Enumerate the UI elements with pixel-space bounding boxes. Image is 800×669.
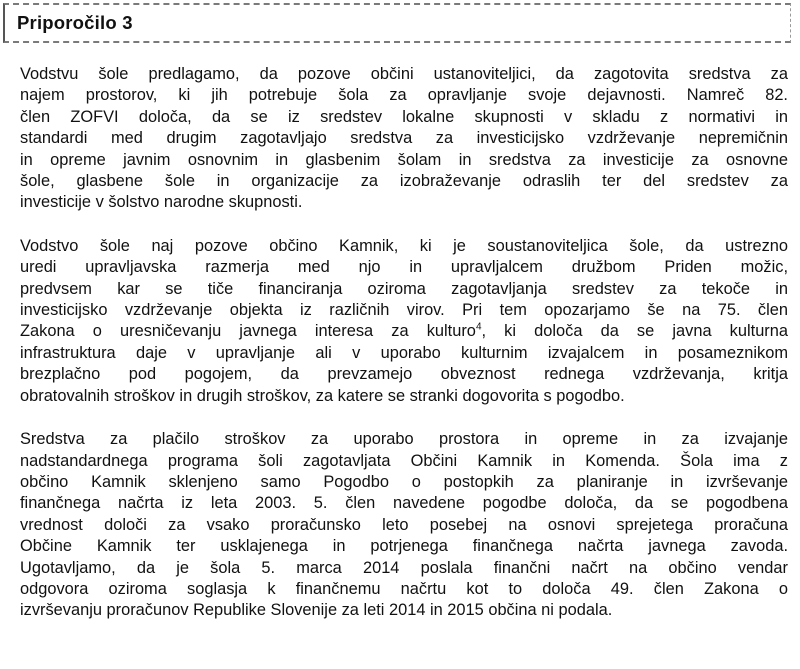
paragraph-2-line-5	[20, 321, 788, 342]
paragraph-1-line-2: najem prostorov, ki jih potrebuje šola za opravljanje svoje dejavnosti. Namreč 82.	[20, 86, 788, 105]
paragraph-2-line-1: Vodstvo šole naj pozove občino Kamnik, ki je soustanoviteljica šole, da ustrezno	[20, 236, 788, 255]
recommendation-title: Priporočilo 3	[17, 12, 133, 33]
paragraph-2-line-8: obratovalnih stroškov in drugih stroškov, za katere se stranki dogovorita s pogodbo.	[20, 386, 625, 405]
paragraph-1-line-4: standardi med drugim zagotavljajo sredstva za investicijsko vzdrževanje nepremičnin	[20, 129, 788, 148]
paragraph-2-line-5-tail: , ki določa da se javna kulturna	[481, 322, 788, 341]
paragraph-2-line-6: infrastruktura daje v upravljanje ali v uporabo kulturnim izvajalcem in posameznikom	[20, 343, 788, 362]
paragraph-1-line-7: investicije v šolstvo narodne skupnosti.	[20, 193, 303, 212]
paragraph-1-line-3: člen ZOFVI določa, da se iz sredstev lokalne skupnosti v skladu z normativi in	[20, 107, 788, 126]
paragraph-3	[20, 429, 788, 622]
footnote-mark: 4	[475, 322, 482, 333]
paragraph-3-line-2: nadstandardnega programa šoli zagotavljata Občini Kamnik in Komenda. Šola ima z	[20, 451, 788, 470]
paragraph-1	[20, 64, 788, 214]
paragraph-3-line-5: vrednost določi za vsako proračunsko leto posebej na osnovi sprejetega proračuna	[20, 515, 788, 534]
paragraph-3-line-9: izvrševanju proračunov Republike Slovenije za leti 2014 in 2015 občina ni podala.	[20, 601, 613, 620]
paragraph-2	[20, 236, 788, 407]
recommendation-heading-box	[3, 3, 791, 43]
document-body	[20, 64, 788, 644]
paragraph-2-line-7: brezplačno pod pogojem, da prevzamejo obveznost rednega vzdrževanja, kritja	[20, 365, 788, 384]
paragraph-2-line-4: investicijsko vzdrževanje objekta iz različnih virov. Pri tem opozarjamo še na 75. člen	[20, 301, 788, 320]
paragraph-3-line-8: odgovora oziroma soglasja k finančnemu načrtu kot to določa 49. člen Zakona o	[20, 579, 788, 598]
paragraph-2-line-2: uredi upravljavska razmerja med njo in upravljalcem družbom Priden možic,	[20, 258, 788, 277]
paragraph-3-line-4: finančnega načrta iz leta 2003. 5. člen navedene pogodbe določa, da se pogodbena	[20, 494, 788, 513]
paragraph-3-line-1: Sredstva za plačilo stroškov za uporabo prostora in opreme in za izvajanje	[20, 430, 788, 449]
paragraph-3-line-3: občino Kamnik sklenjeno samo Pogodbo o postopkih za planiranje in izvrševanje	[20, 472, 788, 491]
paragraph-2-line-5-text: Zakona o uresničevanju javnega interesa za kulturo	[20, 322, 476, 341]
paragraph-3-line-6: Občine Kamnik ter usklajenega in potrjenega finančnega načrta javnega zavoda.	[20, 537, 788, 556]
paragraph-1-line-1: Vodstvu šole predlagamo, da pozove občini ustanoviteljici, da zagotovita sredstva za	[20, 65, 788, 83]
paragraph-1-line-6: šole, glasbene šole in organizacije za izobraževanje odraslih ter del sredstev za	[20, 172, 788, 191]
paragraph-2-line-3: predvsem kar se tiče financiranja oziroma zagotavljanja sredstev za tekoče in	[20, 279, 788, 298]
paragraph-1-line-5: in opreme javnim osnovnim in glasbenim šolam in sredstva za investicije za osnovne	[20, 150, 788, 169]
paragraph-3-line-7: Ugotavljamo, da je šola 5. marca 2014 poslala finančni načrt na občino vendar	[20, 558, 788, 577]
